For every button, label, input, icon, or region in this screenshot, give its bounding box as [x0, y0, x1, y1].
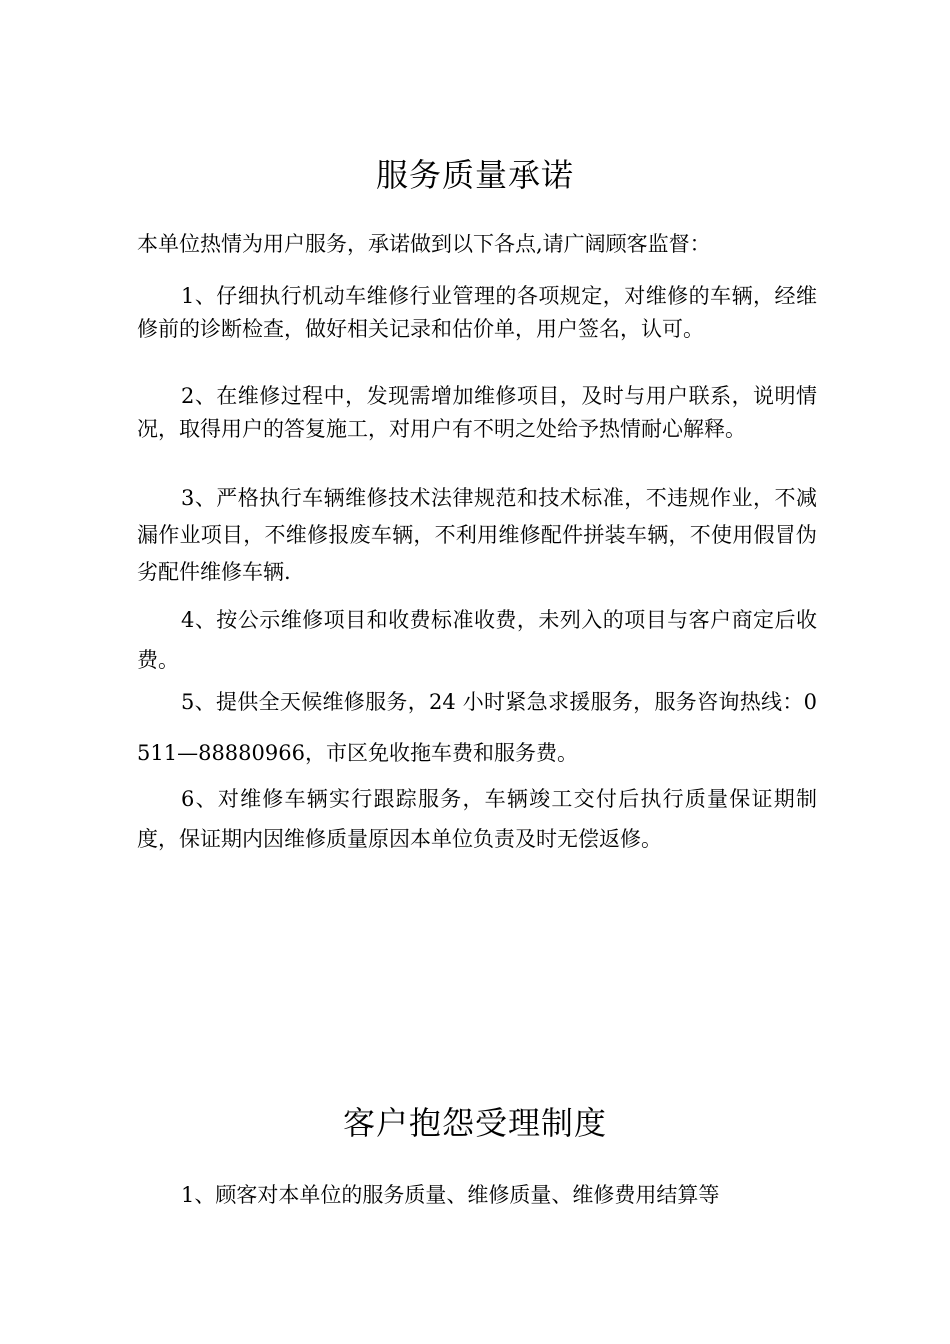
section-title-complaint-handling: 客户抱怨受理制度 [342, 1104, 607, 1142]
commitment-item-2: 2、在维修过程中，发现需增加维修项目，及时与用户联系，说明情况，取得用户的答复施工，对用户有不明之处给予热情耐心解释。 [137, 384, 817, 441]
commitment-item-5: 5、提供全天候维修服务，24 小时紧急求援服务，服务咨询热线：0511—88880966，市区免收拖车费和服务费。 [137, 690, 817, 765]
commitment-item-1: 1、仔细执行机动车维修行业管理的各项规定，对维修的车辆，经维修前的诊断检查，做好相关记录和估价单，用户签名，认可。 [137, 284, 817, 341]
commitment-item-6: 6、对维修车辆实行跟踪服务，车辆竣工交付后执行质量保证期制度，保证期内因维修质量原因本单位负责及时无偿返修。 [137, 787, 817, 851]
section-title-service-quality: 服务质量承诺 [375, 156, 574, 194]
complaint-item-1: 1、顾客对本单位的服务质量、维修质量、维修费用结算等 [181, 1183, 720, 1207]
commitment-item-3: 3、严格执行车辆维修技术法律规范和技术标准，不违规作业，不减漏作业项目，不维修报废车辆，不利用维修配件拼装车辆，不使用假冒伪劣配件维修车辆. [137, 486, 817, 584]
commitment-item-4: 4、按公示维修项目和收费标准收费，未列入的项目与客户商定后收费。 [137, 608, 817, 672]
intro-paragraph: 本单位热情为用户服务，承诺做到以下各点,请广阔顾客监督： [137, 232, 711, 256]
